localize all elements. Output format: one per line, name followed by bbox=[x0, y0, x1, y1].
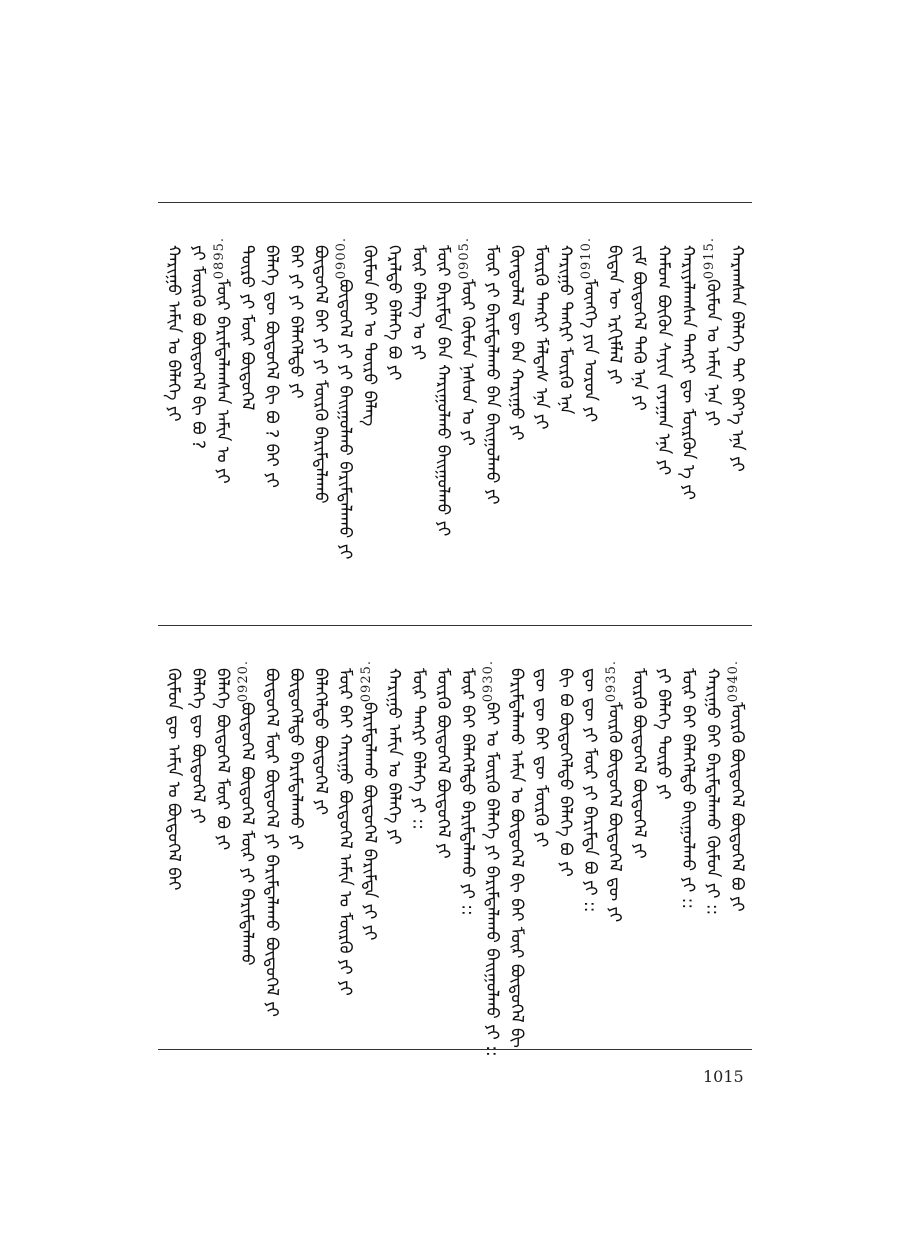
mongolian-script-line: ᠳᠦ ᠳᠦ ᠪᠠᠢ ᠳᠦ ᠮᠥᠷᠭᠦ ᠶᠢ bbox=[531, 668, 551, 848]
mongolian-script-line: ᠮᠥᠷ ᠪᠠᠷᠢᠮᠲᠠᠯᠠᠭᠰᠠᠨ ᠠᠮᠢᠨ ᠤ ᠶᠢ bbox=[212, 279, 233, 484]
rule-bottom bbox=[158, 1049, 752, 1050]
verse-line bbox=[159, 668, 189, 1038]
mongolian-script-line: ᠮᠥᠷ ᠶᠢ ᠪᠠᠷᠢᠮᠲᠠᠯᠠᠬᠤ ᠪᠡᠨ ᠪᠠᠢᠭᠤᠯᠬᠤ ᠶᠢ bbox=[482, 245, 502, 505]
line-number: 0935. bbox=[603, 660, 619, 703]
mongolian-script-line: ᠬᠠᠮᠤᠭ ᠪᠦᠬᠦᠨ ᠰᠠᠶᠢᠨ ᠵᠠᠶᠠᠭᠠᠨ ᠡᠨᠡ ᠶᠢ bbox=[653, 245, 674, 476]
line-number: 0895. bbox=[211, 237, 227, 280]
line-number: 0915. bbox=[701, 237, 717, 280]
mongolian-script-line: ᠪᠦᠲᠦᠭᠡᠯ ᠪᠠᠢ ᠶᠢ ᠶᠢ ᠮᠥᠷᠭᠦ ᠪᠠᠷᠢᠮᠲᠠᠯᠠᠬᠤ bbox=[310, 245, 331, 504]
verse-block-top bbox=[158, 237, 752, 605]
mongolian-script-line: ᠮᠥᠷ ᠬᠦᠮᠦᠨ ᠨᠠᠰᠤᠨ ᠤ ᠶᠢ bbox=[457, 279, 478, 446]
verse-block-bottom bbox=[158, 660, 752, 1057]
mongolian-script-line: ᠬᠠᠷᠢᠶᠠᠯᠠᠭᠰᠠᠨ ᠲᠡᠩᠷᠢ ᠳᠦ ᠮᠥᠷᠭᠦᠨ ᠡ ᠶᠢ bbox=[678, 245, 698, 500]
line-number: 0905. bbox=[456, 237, 472, 280]
mongolian-script-line: ᠳᠦ ᠳᠦ ᠶᠢ ᠮᠥᠷ ᠶᠢ ᠪᠠᠷᠢᠮᠲᠠ ᠪᠣ ᠶᠢ :: bbox=[580, 668, 600, 913]
mongolian-script-line: ᠪᠢᠳᠡᠨ ᠦ ᠡᠷᠬᠢᠮᠯᠡᠯ ᠶᠢ bbox=[604, 245, 625, 385]
mongolian-script-line: ᠪᠠᠷᠢᠮᠲᠠᠯᠠᠬᠤ ᠪᠦᠲᠦᠭᠡᠯ ᠪᠠᠷᠢᠮᠲᠠ ᠶᠢ ᠶᠢ bbox=[359, 702, 380, 941]
rule-top bbox=[158, 202, 752, 203]
mongolian-script-line: ᠮᠥᠷᠭᠦ ᠲᠡᠩᠷᠢ ᠮᠠᠯᠲᠠᠰ ᠡᠨᠡ ᠶᠢ bbox=[531, 245, 551, 430]
line-number: 0930. bbox=[481, 660, 496, 703]
mongolian-script-line: ᠮᠥᠷ ᠪᠠᠢ ᠪᠡᠯᠡᠭᠡᠯᠲᠦ ᠪᠠᠢᠭᠤᠯᠬᠤ ᠶᠢ :: bbox=[678, 668, 698, 910]
line-number: 0925. bbox=[358, 660, 374, 703]
mongolian-script-line: ᠮᠥᠷᠭᠦ ᠪᠦᠲᠦᠭᠡᠯ ᠪᠦᠲᠦᠭᠡᠯ ᠶᠢ bbox=[433, 668, 453, 859]
mongolian-script-line: ᠬᠠᠷᠠᠭᠰᠠᠨ ᠪᠡᠯᠡᠭᠡ ᠲᠠᠢ ᠪᠡᠶ᠎ᠡ ᠡᠨᠡ ᠶᠢ bbox=[727, 245, 747, 472]
mongolian-script-line: ᠪᠦᠲᠦᠭᠡᠯ ᠶᠢ ᠶᠢ ᠪᠠᠢᠭᠤᠯᠬᠤ ᠪᠠᠷᠢᠮᠲᠠᠯᠠᠬᠤ ᠶᠢ bbox=[335, 279, 355, 560]
mongolian-script-line: ᠮᠥᠷ ᠪᠡᠯᠡᠭ ᠤ ᠶᠢ bbox=[408, 245, 429, 361]
mongolian-script-line: ᠪᠦᠲᠦᠭᠡᠯ ᠮᠥᠷ ᠪᠦᠲᠦᠭᠡᠯ ᠶᠢ ᠪᠠᠷᠢᠮᠲᠠᠯᠠᠬᠤ ᠪᠦᠲᠦᠭᠡᠯ ᠶᠢ bbox=[261, 668, 282, 1017]
mongolian-script-line: ᠶᠢ ᠪᠡᠯᠡᠭᠡ ᠲᠥᠷᠦ ᠶᠢ bbox=[653, 668, 674, 800]
line-number: 0910. bbox=[579, 237, 594, 280]
mongolian-script-line: ᠬᠠᠷᠢᠭᠤ ᠠᠮᠢᠨ ᠤ ᠪᠡᠯᠡᠭᠡ ᠶᠢ bbox=[163, 245, 184, 422]
mongolian-script-line: ᠪᠡᠯᠡᠭᠡ ᠳᠦ ᠪᠦᠲᠦᠭᠡᠯ ᠪᠢ ᠪᠣ ? ᠪᠠᠢ ᠶᠢ bbox=[261, 245, 282, 488]
mongolian-script-line: ᠬᠠᠷᠢᠭᠤ ᠠᠮᠢᠨ ᠤ ᠪᠡᠯᠡᠭᠡ ᠶᠢ bbox=[384, 668, 404, 845]
line-number: 0900. bbox=[334, 237, 349, 280]
rule-middle bbox=[158, 625, 752, 626]
mongolian-script-line: ᠪᠡᠯᠡᠭᠡᠯᠲᠦ ᠪᠦᠲᠦᠭᠡᠯ ᠶᠢ bbox=[310, 668, 331, 815]
mongolian-script-line: ᠮᠥᠷᠭᠦ ᠪᠦᠲᠦᠭᠡᠯ ᠪᠦᠲᠦᠭᠡᠯ ᠪᠣ ᠶᠢ bbox=[727, 702, 747, 912]
mongolian-script-line: ᠲᠥᠷᠦ ᠶᠢ ᠮᠥᠷ ᠪᠦᠲᠦᠭᠡᠯ bbox=[237, 245, 257, 411]
mongolian-script-line: ᠪᠡᠯᠡᠭᠡ ᠪᠦᠲᠦᠭᠡᠯ ᠮᠥᠷ ᠪᠣ ᠶᠢ bbox=[212, 668, 233, 851]
mongolian-script-line: ᠬᠦᠮᠦᠨ ᠤ ᠠᠮᠢᠨ ᠡᠨᠡ ᠶᠢ bbox=[702, 279, 723, 427]
mongolian-script-line: ᠮᠥᠷ ᠪᠠᠢ ᠪᠡᠯᠡᠭᠡᠯᠲᠦ ᠪᠠᠷᠢᠮᠲᠠᠯᠠᠬᠤ ᠶᠢ :: bbox=[457, 668, 478, 916]
mongolian-script-line: ᠶᠢ ᠮᠥᠷᠭᠦ ᠪᠣ ᠪᠦᠲᠦᠭᠡᠯ ᠪᠢ ᠪᠣ ? bbox=[188, 245, 208, 450]
mongolian-script-line: ᠮᠥᠷ ᠪᠠᠢ ᠬᠠᠷᠢᠭᠤ ᠪᠦᠲᠦᠭᠡᠯ ᠠᠮᠢᠨ ᠤ ᠮᠥᠷᠭᠦ ᠶᠢ ᠶᠢ bbox=[335, 668, 355, 996]
mongolian-script-line: ᠬᠦᠮᠦᠨ ᠳᠦ ᠠᠮᠢᠨ ᠤ ᠪᠦᠲᠦᠭᠡᠯ ᠪᠠᠢ bbox=[163, 668, 184, 891]
mongolian-script-line: ᠬᠦᠨᠳᠦᠯᠡᠯ ᠳᠦ ᠪᠡᠨ ᠬᠠᠷᠢᠭᠤ ᠶᠢ bbox=[506, 245, 527, 441]
verse-line bbox=[159, 245, 189, 605]
mongolian-script-line: ᠮᠥᠷᠭᠦ ᠪᠦᠲᠦᠭᠡᠯ ᠪᠦᠲᠦᠭᠡᠯ ᠳᠦ ᠶᠢ bbox=[604, 702, 625, 923]
mongolian-script-line: ᠬᠦᠮᠦᠨ ᠪᠠᠢ ᠤ ᠲᠥᠷᠦ ᠪᠡᠯᠡᠭ bbox=[359, 245, 380, 427]
mongolian-script-line: ᠮᠥᠷ ᠪᠠᠷᠢᠮᠲᠠ ᠪᠡᠨ ᠬᠠᠷᠢᠭᠤᠯᠬᠤ ᠪᠠᠢᠭᠤᠯᠬᠤ ᠶᠢ bbox=[433, 245, 453, 537]
mongolian-script-line: ᠪᠠᠢ ᠤ ᠮᠥᠷᠭᠦ ᠪᠡᠯᠡᠭᠡ ᠶᠢ ᠪᠠᠷᠢᠮᠲᠠᠯᠠᠬᠤ ᠪᠠᠢᠭᠤᠯᠬᠤ ᠶᠢ :: bbox=[482, 702, 502, 1057]
mongolian-script-line: ᠪᠡᠯᠡᠭᠡ ᠳᠦ ᠪᠦᠲᠦᠭᠡᠯ ᠶᠢ bbox=[188, 668, 208, 824]
mongolian-script-line: ᠵᠢᠮ ᠪᠦᠲᠦᠭᠡᠯ ᠲᠡᠬᠦ ᠡᠨᠡ ᠶᠢ bbox=[629, 245, 649, 411]
mongolian-script-line: ᠪᠠᠢ ᠶᠢ ᠶᠢ ᠪᠡᠯᠡᠭᠡᠯᠲᠦ ᠶᠢ bbox=[286, 245, 306, 399]
mongolian-script-line: ᠮᠥᠷᠭᠦ ᠪᠦᠲᠦᠭᠡᠯ ᠪᠦᠲᠦᠭᠡᠯ ᠶᠢ bbox=[629, 668, 649, 859]
mongolian-script-line: ᠪᠢ ᠪᠣ ᠪᠦᠲᠦᠭᠡᠯᠲᠦ ᠪᠡᠯᠡᠭᠡ ᠪᠣ ᠶᠢ bbox=[555, 668, 576, 877]
mongolian-script-line: ᠬᠠᠷᠢᠭᠤ ᠲᠡᠩᠷᠢ ᠮᠥᠷᠭᠦ ᠡᠨᠡ bbox=[555, 245, 576, 415]
mongolian-script-line: ᠮᠥᠩᠬᠡ ᠶᠢᠨ ᠣᠷᠤᠨ ᠶᠢ bbox=[580, 279, 600, 423]
mongolian-script-line: ᠪᠦᠲᠦᠭᠡᠯ ᠪᠦᠲᠦᠭᠡᠯ ᠮᠥᠷ ᠶᠢ ᠪᠠᠷᠢᠮᠲᠠᠯᠠᠬᠤ bbox=[237, 702, 257, 966]
page-number: 1015 bbox=[703, 1067, 744, 1086]
line-number: 0920. bbox=[236, 660, 251, 703]
mongolian-script-line: ᠪᠦᠲᠦᠭᠡᠯᠲᠦ ᠪᠠᠷᠢᠮᠲᠠᠯᠠᠬᠤ ᠶᠢ bbox=[286, 668, 306, 850]
mongolian-script-line: ᠪᠠᠷᠢᠮᠲᠠᠯᠠᠬᠤ ᠠᠮᠢᠨ ᠤ ᠪᠦᠲᠦᠭᠡᠯ ᠪᠢ ᠪᠠᠢ ᠮᠥᠷ ᠪᠦᠲᠦᠭᠡᠯ ᠪᠢ bbox=[506, 668, 527, 1048]
mongolian-script-line: ᠮᠥᠷ ᠲᠡᠩᠷᠢ ᠪᠡᠯᠡᠭᠡ ᠶᠢ :: bbox=[408, 668, 429, 830]
mongolian-script-line: ᠬᠠᠷᠢᠭᠤ ᠪᠠᠢ ᠪᠠᠷᠢᠮᠲᠠᠯᠠᠬᠤ ᠬᠦᠮᠦᠨ ᠶᠢ :: bbox=[702, 668, 723, 916]
line-number: 0940. bbox=[726, 660, 741, 703]
mongolian-script-line: ᠭᠡᠷᠡᠯᠲᠦ ᠪᠡᠯᠡᠭᠡ ᠪᠣ ᠶᠢ bbox=[384, 245, 404, 381]
